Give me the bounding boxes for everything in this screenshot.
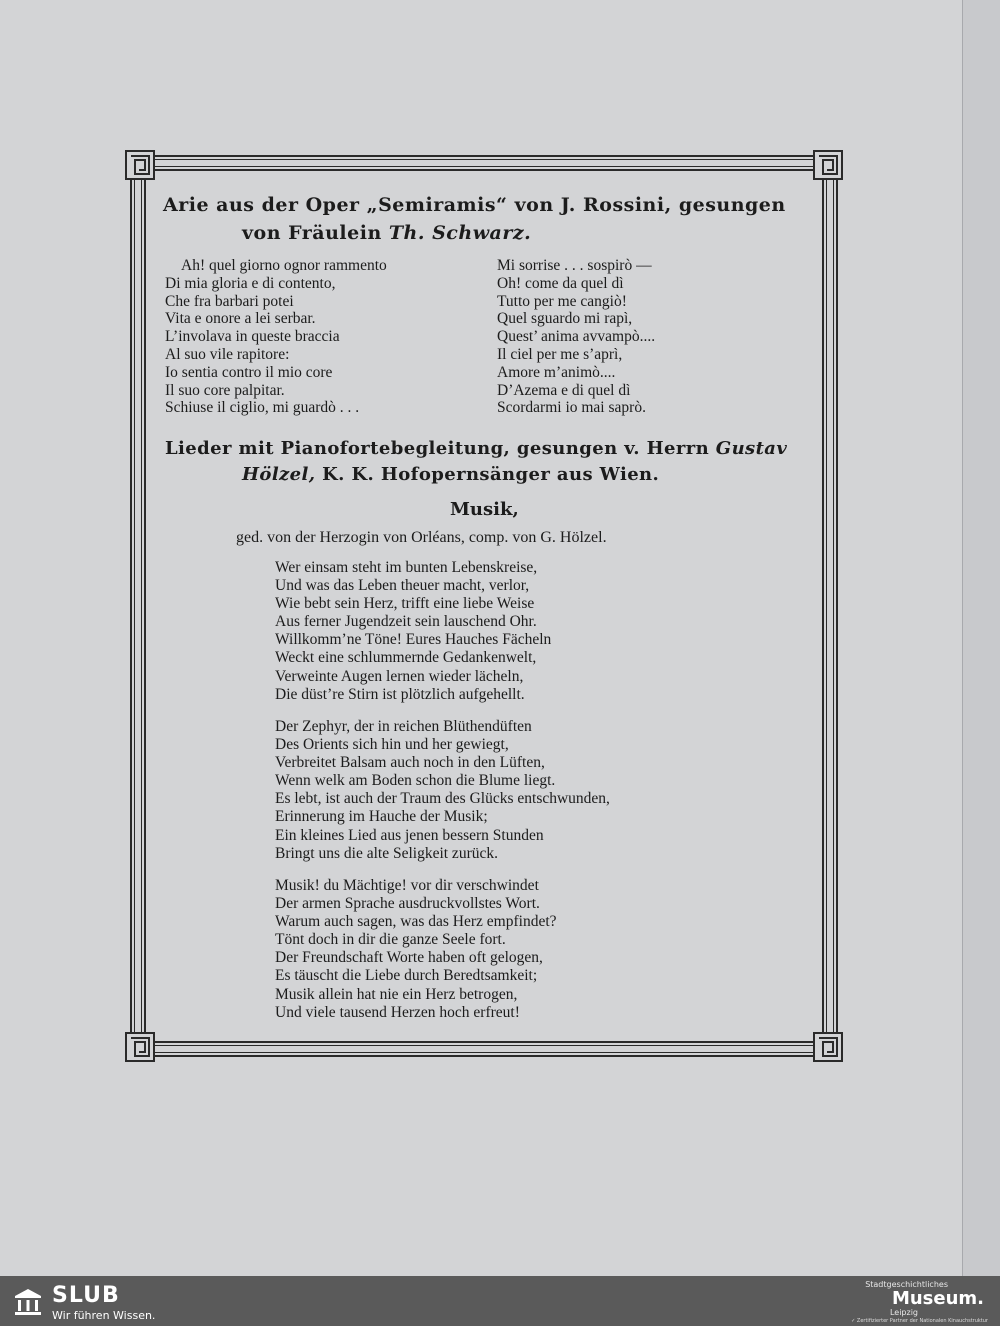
verse-line: Il suo core palpitar. [165, 381, 285, 399]
border-corner-ornament [125, 150, 155, 180]
poem-line: Erinnerung im Hauche der Musik; [275, 808, 488, 826]
border-bottom [139, 1040, 829, 1058]
poem-line: Wer einsam steht im bunten Lebenskreise, [275, 559, 538, 576]
adjacent-page-edge [962, 0, 1000, 1276]
verse-line: Al suo vile rapitore: [165, 345, 290, 363]
poem-line: Die düst’re Stirn ist plötzlich aufgehellt. [275, 685, 525, 703]
museum-logo-text[interactable]: Museum. [891, 1288, 984, 1309]
aria-heading-line1: Arie aus der Oper „Semiramis“ von J. Rossini, gesungen [163, 194, 786, 216]
verse-line: Vita e onore a lei serbar. [165, 310, 316, 328]
poem-line: Bringt uns die alte Seligkeit zurück. [275, 844, 498, 862]
poem-line: Willkomm’ne Töne! Eures Hauches Fächeln [275, 631, 552, 649]
museum-partner-note: ✓ Zertifizierter Partner der Nationalen Kinauchstruktur [851, 1318, 988, 1324]
border-corner-ornament [813, 150, 843, 180]
border-left [129, 164, 147, 1048]
aria-text-right-column [497, 257, 655, 417]
poem-line: Weckt eine schlummernde Gedankenwelt, [275, 649, 537, 667]
aria-heading-line2 [242, 222, 531, 244]
verse-line: Quest’ anima avvampò.... [497, 328, 656, 346]
poem-line: Und was das Leben theuer macht, verlor, [275, 577, 530, 595]
border-corner-ornament [125, 1032, 155, 1062]
viewer-footer [0, 1276, 1000, 1326]
song-dedication: ged. von der Herzogin von Orléans, comp. von G. Hölzel. [236, 529, 607, 546]
museum-logo-top: Stadtgeschichtliches [865, 1280, 948, 1289]
poem-line: Und viele tausend Herzen hoch erfreut! [275, 1003, 520, 1021]
poem-stanza-2 [275, 718, 610, 863]
verse-line: Tutto per me cangiò! [497, 292, 627, 310]
verse-line: Oh! come da quel dì [497, 274, 624, 292]
verse-line: Scordarmi io mai saprò. [497, 399, 646, 417]
lieder-heading-line2 [242, 464, 659, 485]
aria-singer-name: Th. Schwarz. [388, 222, 532, 244]
verse-line: Ah! quel giorno ognor rammento [181, 257, 387, 274]
aria-text-left-column [165, 257, 387, 417]
poem-line: Wie bebt sein Herz, trifft eine liebe Weise [275, 595, 535, 613]
slub-logo-text[interactable]: SLUB [52, 1283, 120, 1308]
singer-surname: Hölzel, [242, 464, 316, 485]
verse-line: Quel sguardo mi rapì, [497, 310, 633, 328]
verse-line: Schiuse il ciglio, mi guardò . . . [165, 399, 360, 417]
aria-heading-prefix: von Fräulein [242, 222, 382, 244]
slub-logo-icon [12, 1286, 44, 1318]
verse-line: Io sentia contro il mio core [165, 363, 333, 381]
poem-stanza-1 [275, 559, 551, 704]
poem-line: Ein kleines Lied aus jenen bessern Stunden [275, 826, 544, 844]
poem-line: Musik allein hat nie ein Herz betrogen, [275, 985, 518, 1003]
poem-line: Der armen Sprache ausdruckvollstes Wort. [275, 895, 540, 913]
poem-line: Verbreitet Balsam auch noch in den Lüften, [275, 754, 545, 772]
poem-stanza-3 [275, 877, 557, 1022]
poem-line: Des Orients sich hin und her gewiegt, [275, 736, 509, 754]
singer-first-name: Gustav [715, 438, 788, 459]
museum-logo-city: Leipzig [889, 1308, 918, 1317]
poem-line: Der Freundschaft Worte haben oft gelogen, [275, 949, 543, 967]
border-corner-ornament [813, 1032, 843, 1062]
verse-line: Il ciel per me s’aprì, [497, 345, 623, 363]
poem-line: Der Zephyr, der in reichen Blüthendüften [275, 718, 532, 735]
lieder-heading-line1 [165, 438, 787, 459]
poem-line: Es täuscht die Liebe durch Beredtsamkeit; [275, 967, 538, 985]
poem-line: Aus ferner Jugendzeit sein lauschend Ohr. [275, 613, 537, 631]
verse-line: Amore m’animò.... [497, 363, 616, 381]
poem-line: Musik! du Mächtige! vor dir verschwindet [275, 877, 539, 894]
verse-line: Che fra barbari potei [165, 292, 294, 310]
poem-line: Tönt doch in dir die ganze Seele fort. [275, 931, 506, 949]
song-title: Musik, [450, 499, 519, 520]
lieder-heading-rest: K. K. Hofopernsänger aus Wien. [322, 464, 660, 485]
poem-line: Warum auch sagen, was das Herz empfindet? [275, 913, 557, 931]
poem-line: Verweinte Augen lernen wieder lächeln, [275, 667, 524, 685]
border-top [139, 154, 829, 172]
verse-line: Mi sorrise . . . sospirò — [497, 257, 652, 274]
poem-line: Wenn welk am Boden schon die Blume liegt. [275, 772, 556, 790]
verse-line: L’involava in queste braccia [165, 328, 340, 346]
border-right [821, 164, 839, 1048]
lieder-heading-prefix: Lieder mit Pianofortebegleitung, gesungen v. Herrn [165, 438, 710, 459]
verse-line: D’Azema e di quel dì [497, 381, 631, 399]
poem-line: Es lebt, ist auch der Traum des Glücks entschwunden, [275, 790, 610, 808]
verse-line: Di mia gloria e di contento, [165, 274, 336, 292]
slub-tagline: Wir führen Wissen. [52, 1309, 156, 1322]
